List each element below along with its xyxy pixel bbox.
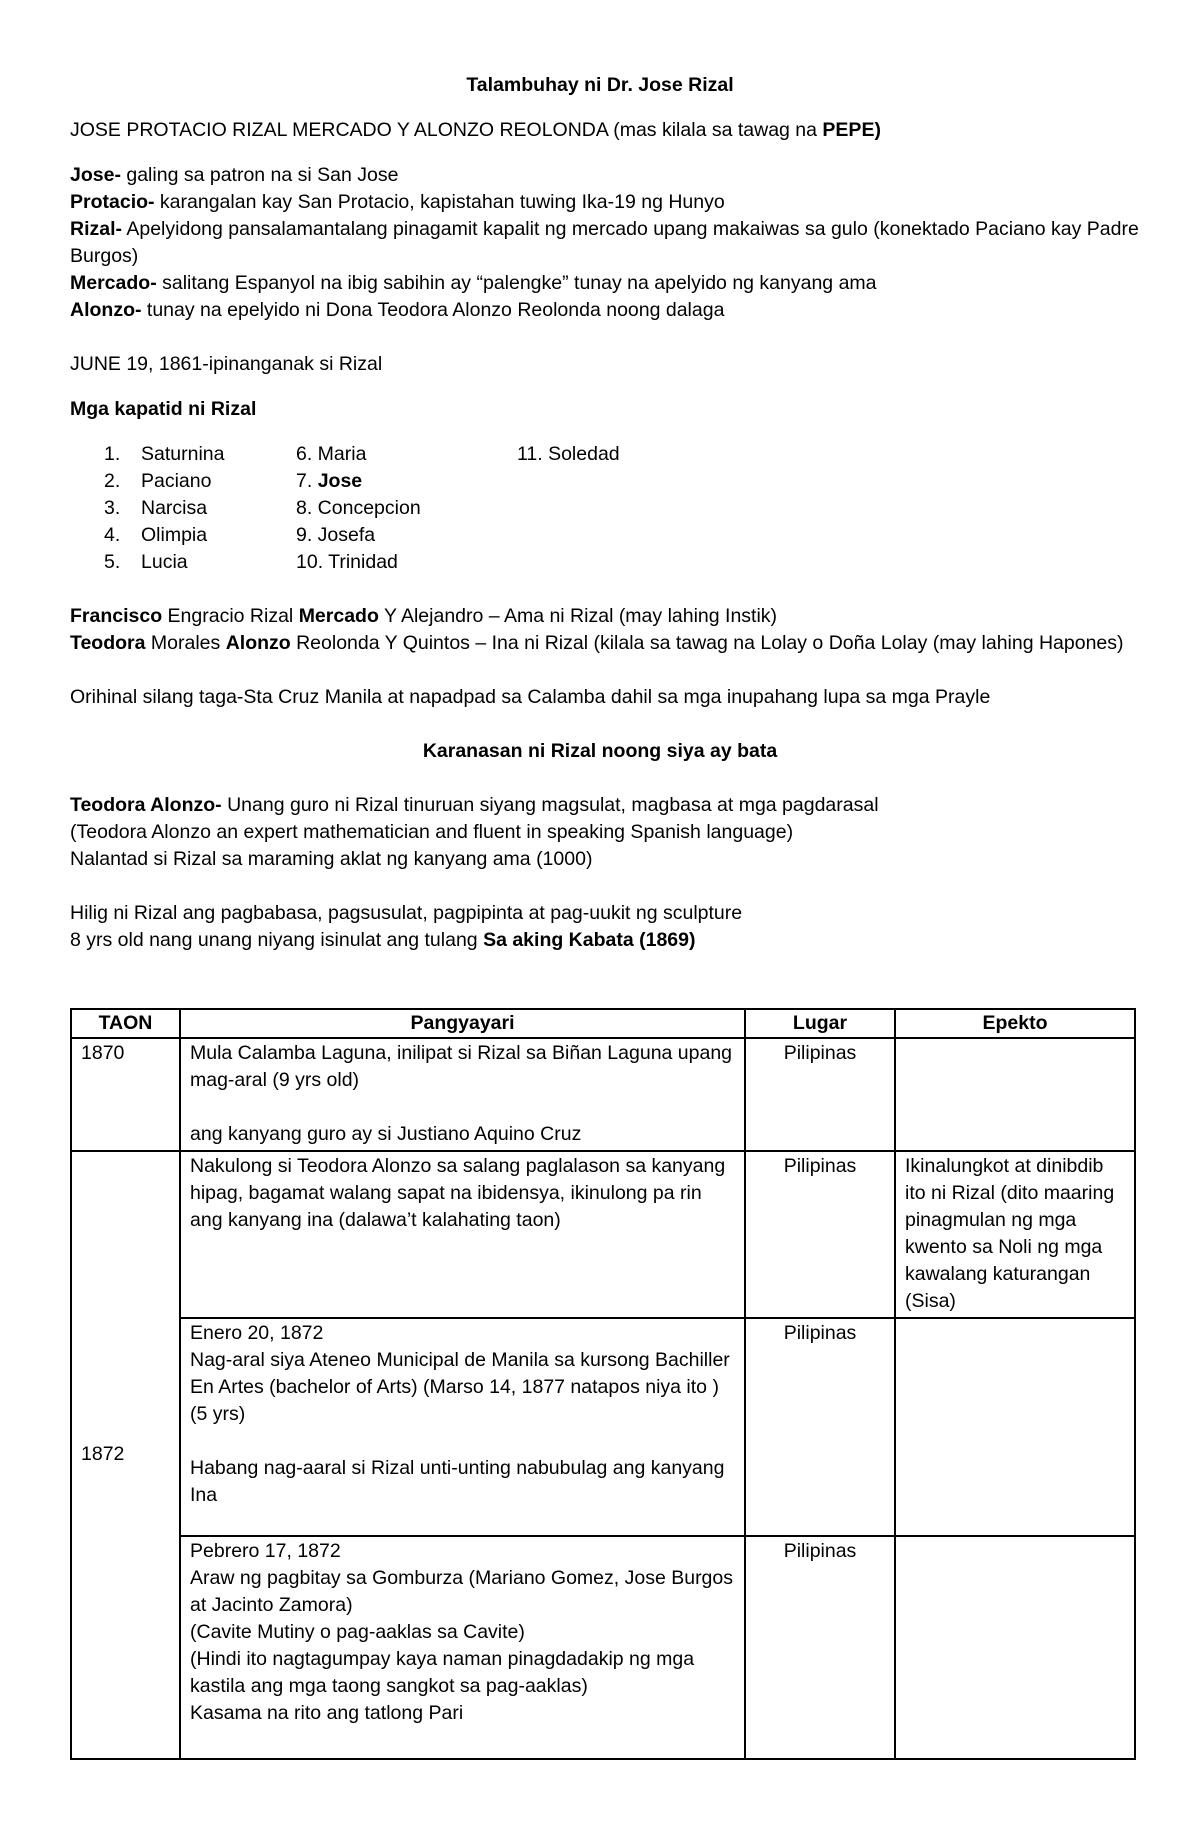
term-jose: Jose-	[70, 164, 121, 186]
table-row	[71, 1151, 1135, 1318]
event-cell	[180, 1038, 745, 1151]
sibling-name: Saturnina	[141, 443, 225, 465]
mother-desc: Reolonda Y Quintos – Ina ni Rizal (kilala sa tawag na Lolay o Doña Lolay (may lahing Hapones)	[290, 632, 1124, 654]
desc-jose: galing sa patron na si San Jose	[120, 164, 399, 186]
name-meaning-protacio	[70, 189, 725, 216]
childhood-line-1	[70, 792, 879, 819]
name-meaning-rizal	[70, 216, 1139, 243]
page-title: Talambuhay ni Dr. Jose Rizal	[466, 74, 734, 96]
name-meaning-alonzo	[70, 297, 724, 324]
sibling-item: 9. Josefa	[296, 524, 376, 546]
event-text: Araw ng pagbitay sa Gomburza (Mariano Gomez, Jose Burgos at Jacinto Zamora)	[190, 1567, 734, 1616]
term-protacio: Protacio-	[70, 191, 155, 213]
teacher-desc: Unang guro ni Rizal tinuruan siyang magsulat, magbasa at mga pagdarasal	[221, 794, 879, 816]
nickname: PEPE)	[822, 119, 881, 141]
name-meaning-mercado	[70, 270, 877, 297]
place-cell: Pilipinas	[745, 1318, 895, 1536]
term-mercado: Mercado-	[70, 272, 157, 294]
father-line	[70, 603, 777, 630]
event-cell	[180, 1536, 745, 1759]
father-desc: Y Alejandro – Ama ni Rizal (may lahing Instik)	[378, 605, 778, 627]
full-name-text: JOSE PROTACIO RIZAL MERCADO Y ALONZO REOLONDA (mas kilala sa tawag na	[70, 119, 823, 141]
birth-date: JUNE 19, 1861-ipinanganak si Rizal	[70, 353, 383, 375]
father-first: Francisco	[70, 605, 163, 627]
event-cell: Nakulong si Teodora Alonzo sa salang paglalason sa kanyang hipag, bagamat walang sapat na ibidensya, ikinulong pa rin ang kanyang ina (dalawa’t kalahating taon)	[180, 1151, 745, 1318]
teacher-name: Teodora Alonzo-	[70, 794, 222, 816]
place-cell: Pilipinas	[745, 1038, 895, 1151]
childhood-line-3: Nalantad si Rizal sa maraming aklat ng kanyang ama (1000)	[70, 848, 593, 870]
sibling-name: Olimpia	[141, 524, 208, 546]
sibling-number: 3.	[104, 497, 121, 519]
sibling-name: Narcisa	[141, 497, 208, 519]
desc-protacio: karangalan kay San Protacio, kapistahan tuwing Ika-19 ng Hunyo	[154, 191, 725, 213]
sibling-item: 6. Maria	[296, 443, 367, 465]
mother-line	[70, 630, 1124, 657]
childhood-line-5	[70, 927, 696, 954]
header-epekto: Epekto	[895, 1009, 1135, 1038]
father-surname: Mercado	[298, 605, 379, 627]
father-middle: Engracio Rizal	[162, 605, 299, 627]
mother-middle: Morales	[145, 632, 226, 654]
sibling-number: 5.	[104, 551, 121, 573]
event-date: Enero 20, 1872	[190, 1322, 324, 1344]
mother-first: Teodora	[70, 632, 146, 654]
full-name-line	[70, 117, 881, 144]
year-cell: 1872	[71, 1151, 180, 1759]
desc-alonzo: tunay na epelyido ni Dona Teodora Alonzo Reolonda noong dalaga	[141, 299, 725, 321]
poem-text: 8 yrs old nang unang niyang isinulat ang tulang	[70, 929, 484, 951]
event-text: Mula Calamba Laguna, inilipat si Rizal sa Biñan Laguna upang mag-aral (9 yrs old)	[190, 1042, 733, 1091]
desc-mercado: salitang Espanyol na ibig sabihin ay “palengke” tunay na apelyido ng kanyang ama	[156, 272, 877, 294]
desc-rizal: Apelyidong pansalamantalang pinagamit kapalit ng mercado upang makaiwas sa gulo (konektado Paciano kay Padre	[122, 218, 1139, 240]
table-row	[71, 1038, 1135, 1151]
siblings-heading: Mga kapatid ni Rizal	[70, 398, 257, 420]
mother-surname: Alonzo	[225, 632, 291, 654]
name-meaning-rizal-cont: Burgos)	[70, 245, 139, 267]
effect-cell	[895, 1038, 1135, 1151]
event-text: ang kanyang guro ay si Justiano Aquino Cruz	[190, 1123, 582, 1145]
childhood-heading: Karanasan ni Rizal noong siya ay bata	[422, 740, 778, 762]
sibling-name: Paciano	[141, 470, 212, 492]
poem-title: Sa aking Kabata (1869)	[483, 929, 696, 951]
sibling-item: 8. Concepcion	[296, 497, 421, 519]
sibling-item: 11. Soledad	[517, 443, 620, 465]
effect-cell: Ikinalungkot at dinibdib ito ni Rizal (dito maaring pinagmulan ng mga kwento sa Noli ng mga kawalang katurangan (Sisa)	[895, 1151, 1135, 1318]
place-cell: Pilipinas	[745, 1151, 895, 1318]
sibling-number: 4.	[104, 524, 121, 546]
event-text: Nag-aral siya Ateneo Municipal de Manila sa kursong Bachiller En Artes (bachelor of Arts) (Marso 14, 1877 natapos niya ito ) (5 yrs)	[190, 1349, 730, 1425]
name-meaning-jose	[70, 162, 398, 189]
event-cell	[180, 1318, 745, 1536]
childhood-line-2: (Teodora Alonzo an expert mathematician and fluent in speaking Spanish language)	[70, 821, 794, 843]
effect-cell	[895, 1536, 1135, 1759]
table-row	[71, 1536, 1135, 1759]
childhood-line-4: Hilig ni Rizal ang pagbabasa, pagsusulat, pagpipinta at pag-uukit ng sculpture	[70, 902, 743, 924]
timeline-table	[70, 1008, 1136, 1760]
effect-cell	[895, 1318, 1135, 1536]
header-lugar: Lugar	[745, 1009, 895, 1038]
term-alonzo: Alonzo-	[70, 299, 142, 321]
event-text: Kasama na rito ang tatlong Pari	[190, 1702, 464, 1724]
header-taon: TAON	[71, 1009, 180, 1038]
event-text: Habang nag-aaral si Rizal unti-unting nabubulag ang kanyang Ina	[190, 1457, 725, 1506]
term-rizal: Rizal-	[70, 218, 123, 240]
header-pangyayari: Pangyayari	[180, 1009, 745, 1038]
origin-text: Orihinal silang taga-Sta Cruz Manila at napadpad sa Calamba dahil sa mga inupahang lupa sa mga Prayle	[70, 686, 991, 708]
sibling-name: Lucia	[141, 551, 188, 573]
year-cell: 1870	[71, 1038, 180, 1151]
sibling-item: 10. Trinidad	[296, 551, 398, 573]
sibling-item-jose	[296, 468, 362, 495]
place-cell: Pilipinas	[745, 1536, 895, 1759]
event-text: (Hindi ito nagtagumpay kaya naman pinagdadakip ng mga kastila ang mga taong sangkot sa pag-aaklas)	[190, 1648, 695, 1697]
sibling-number: 1.	[104, 443, 121, 465]
sibling-number: 7.	[296, 470, 318, 492]
sibling-number: 2.	[104, 470, 121, 492]
table-row	[71, 1318, 1135, 1536]
sibling-name-jose: Jose	[317, 470, 363, 492]
event-date: Pebrero 17, 1872	[190, 1540, 341, 1562]
event-text: (Cavite Mutiny o pag-aaklas sa Cavite)	[190, 1621, 525, 1643]
table-header-row	[71, 1009, 1135, 1038]
